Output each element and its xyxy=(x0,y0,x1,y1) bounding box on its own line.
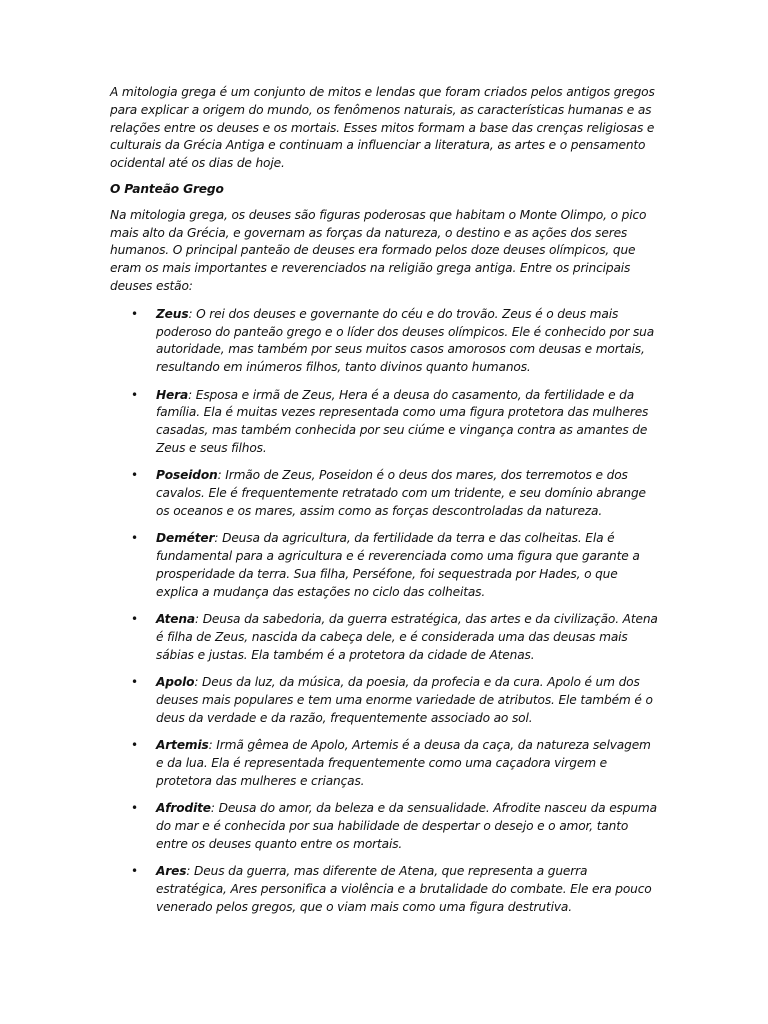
bullet-icon: • xyxy=(131,864,138,879)
bullet-icon: • xyxy=(131,612,138,627)
god-description: : Deusa da agricultura, da fertilidade da terra e das colheitas. Ela é fundamental para a agricultura e é reverenciada como uma figura que garante a prosperidade da terra. Sua filha, Perséfone, foi sequestrada por Hades, o que explica a mudança das estações no ciclo das colheitas. xyxy=(156,531,640,599)
bullet-icon: • xyxy=(131,801,138,816)
god-name: Apolo xyxy=(156,675,195,690)
god-name: Artemis xyxy=(156,738,209,753)
gods-list xyxy=(110,306,658,917)
intro-paragraph: A mitologia grega é um conjunto de mitos e lendas que foram criados pelos antigos gregos para explicar a origem do mundo, os fenômenos naturais, as características humanas e as relações entre os deuses e os mortais. Esses mitos formam a base das crenças religiosas e culturais da Grécia Antiga e continuam a influenciar a literatura, as artes e o pensamento ocidental até os dias de hoje. xyxy=(110,85,655,171)
bullet-icon: • xyxy=(131,531,138,546)
pantheon-paragraph: Na mitologia grega, os deuses são figuras poderosas que habitam o Monte Olimpo, o pico mais alto da Grécia, e governam as forças da natureza, o destino e as ações dos seres humanos. O principal panteão de deuses era formado pelos doze deuses olímpicos, que eram os mais importantes e reverenciados na religião grega antiga. Entre os principais deuses estão: xyxy=(110,207,647,293)
god-name: Deméter xyxy=(156,531,215,546)
document-body xyxy=(110,84,658,926)
god-name: Poseidon xyxy=(156,468,218,483)
god-description: : Deusa do amor, da beleza e da sensualidade. Afrodite nasceu da espuma do mar e é conhecida por sua habilidade de despertar o desejo e o amor, tanto entre os deuses quanto entre os mortais. xyxy=(156,801,657,851)
list-item xyxy=(110,800,658,853)
bullet-icon: • xyxy=(131,387,138,402)
list-item xyxy=(110,611,658,664)
god-name: Zeus xyxy=(156,306,189,321)
god-description: : Irmã gêmea de Apolo, Artemis é a deusa da caça, da natureza selvagem e da lua. Ela é representada frequentemente como uma caçadora virgem e protetora das mulheres e crianças. xyxy=(156,738,651,788)
god-description: : Deusa da sabedoria, da guerra estratégica, das artes e da civilização. Atena é filha de Zeus, nascida da cabeça dele, e é considerada uma das deusas mais sábias e justas. Ela também é a protetora da cidade de Atenas. xyxy=(156,612,658,662)
section-heading: O Panteão Grego xyxy=(110,181,224,196)
bullet-icon: • xyxy=(131,468,138,483)
god-description: : Deus da guerra, mas diferente de Atena, que representa a guerra estratégica, Ares personifica a violência e a brutalidade do combate. Ele era pouco venerado pelos gregos, que o viam mais como uma figura destrutiva. xyxy=(156,864,652,914)
list-item xyxy=(110,737,658,790)
god-description: : Esposa e irmã de Zeus, Hera é a deusa do casamento, da fertilidade e da família. Ela é muitas vezes representada como uma figura protetora das mulheres casadas, mas também conhecida por seu ciúme e vingança contra as amantes de Zeus e seus filhos. xyxy=(156,387,649,455)
list-item xyxy=(110,306,658,377)
list-item xyxy=(110,467,658,520)
god-description: : Irmão de Zeus, Poseidon é o deus dos mares, dos terremotos e dos cavalos. Ele é frequentemente retratado com um tridente, e seu domínio abrange os oceanos e os mares, assim como as forças descontroladas da natureza. xyxy=(156,468,646,518)
god-name: Ares xyxy=(156,864,187,879)
god-name: Hera xyxy=(156,387,189,402)
bullet-icon: • xyxy=(131,306,138,321)
god-name: Afrodite xyxy=(156,801,211,816)
list-item xyxy=(110,387,658,458)
god-name: Atena xyxy=(156,612,196,627)
god-description: : O rei dos deuses e governante do céu e do trovão. Zeus é o deus mais poderoso do panteão grego e o líder dos deuses olímpicos. Ele é conhecido por sua autoridade, mas também por seus muitos casos amorosos com deusas e mortais, resultando em inúmeros filhos, tanto divinos quanto humanos. xyxy=(156,306,655,375)
list-item xyxy=(110,674,658,727)
list-item xyxy=(110,863,658,916)
bullet-icon: • xyxy=(131,675,138,690)
bullet-icon: • xyxy=(131,738,138,753)
god-description: : Deus da luz, da música, da poesia, da profecia e da cura. Apolo é um dos deuses mais populares e tem uma enorme variedade de atributos. Ele também é o deus da verdade e da razão, frequentemente associado ao sol. xyxy=(156,675,653,725)
list-item xyxy=(110,530,658,601)
